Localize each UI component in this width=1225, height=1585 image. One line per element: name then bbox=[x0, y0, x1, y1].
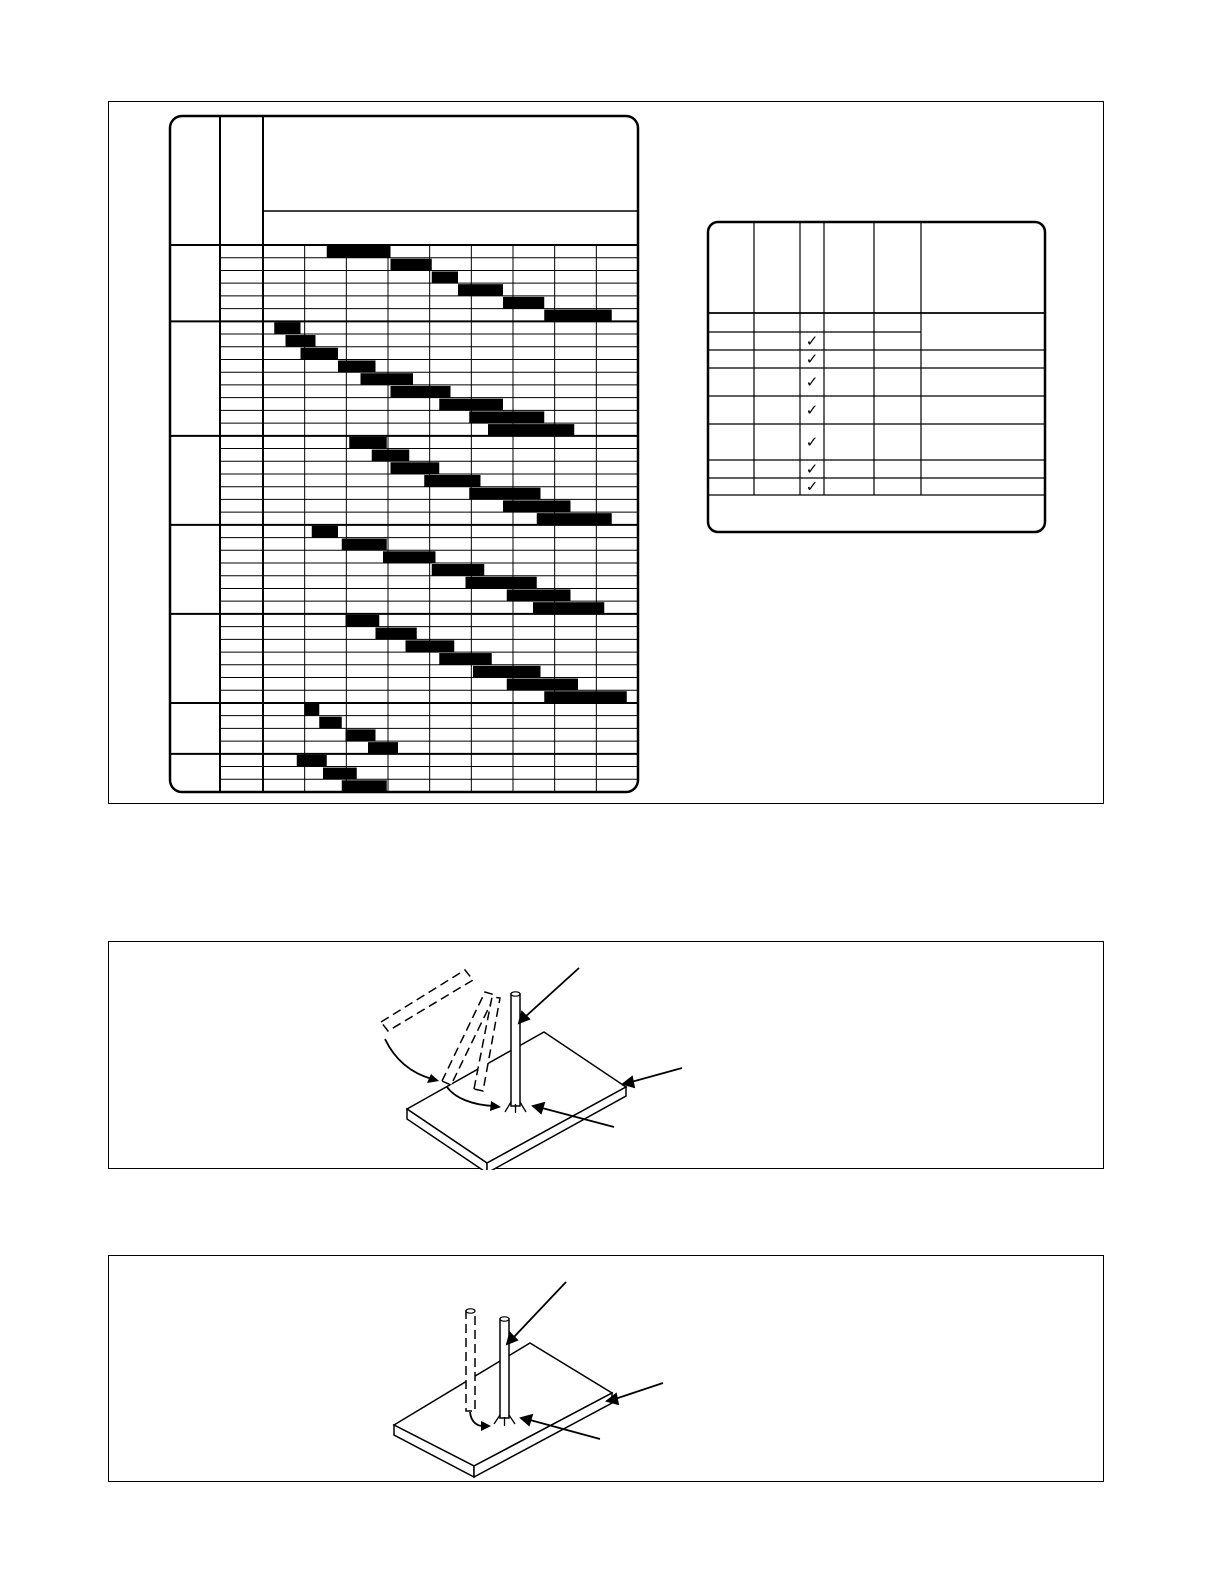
amperage-range-bar bbox=[342, 539, 387, 551]
tap-start-panel bbox=[108, 1255, 1104, 1482]
amperage-range-bar bbox=[458, 284, 503, 296]
electrode-ghost-positions bbox=[381, 970, 500, 1091]
amperage-range-bar bbox=[319, 717, 342, 729]
amperage-range-bar bbox=[323, 768, 357, 780]
amperage-range-bar bbox=[473, 666, 541, 678]
check-mark: ✓ bbox=[805, 478, 819, 496]
electrode-ghost-position bbox=[466, 1309, 475, 1411]
process-table-grid bbox=[708, 222, 1045, 495]
amperage-range-bar bbox=[391, 259, 432, 271]
amperage-range-bar bbox=[533, 602, 604, 614]
amperage-range-bar bbox=[274, 322, 300, 334]
amperage-range-bar bbox=[391, 462, 440, 474]
amperage-range-bar bbox=[346, 615, 380, 627]
amperage-range-bar bbox=[383, 551, 436, 563]
check-mark: ✓ bbox=[805, 351, 819, 368]
amperage-range-bar bbox=[432, 564, 485, 576]
amperage-range-bar bbox=[368, 742, 398, 754]
amperage-range-bar bbox=[424, 475, 480, 487]
amperage-range-bar bbox=[297, 755, 327, 767]
check-mark: ✓ bbox=[805, 374, 819, 391]
amperage-range-bar bbox=[391, 386, 451, 398]
amperage-range-bar bbox=[503, 500, 571, 512]
scratch-start-svg bbox=[109, 942, 1105, 1170]
amperage-range-bar bbox=[544, 691, 627, 703]
amperage-range-bar bbox=[301, 348, 339, 360]
amperage-range-bar bbox=[466, 577, 537, 589]
process-table-frame bbox=[708, 222, 1045, 532]
amperage-range-bar bbox=[406, 640, 455, 652]
check-mark: ✓ bbox=[805, 434, 819, 451]
process-table-checks bbox=[806, 333, 819, 496]
amperage-range-bar bbox=[488, 424, 574, 436]
amperage-range-bar bbox=[327, 246, 391, 258]
amperage-range-bar bbox=[439, 399, 503, 411]
scratch-start-panel bbox=[108, 941, 1104, 1169]
amperage-range-bar bbox=[469, 488, 540, 500]
amperage-bars bbox=[274, 246, 627, 792]
check-mark: ✓ bbox=[805, 333, 819, 350]
amperage-range-bar bbox=[544, 310, 612, 322]
amperage-range-bar bbox=[503, 297, 544, 309]
amperage-range-bar bbox=[349, 437, 387, 449]
amperage-range-bar bbox=[376, 628, 417, 640]
amperage-range-bar bbox=[439, 653, 492, 665]
electrode-chart-svg bbox=[109, 102, 1105, 805]
amperage-range-bar bbox=[469, 411, 544, 423]
amperage-range-bar bbox=[346, 729, 376, 741]
electrode-selection-panel bbox=[108, 101, 1104, 804]
check-mark: ✓ bbox=[805, 402, 819, 419]
check-mark: ✓ bbox=[805, 461, 819, 478]
tap-start-svg bbox=[109, 1256, 1105, 1483]
amperage-range-bar bbox=[338, 360, 376, 372]
amperage-range-bar bbox=[432, 271, 458, 283]
amperage-range-bar bbox=[507, 679, 578, 691]
amperage-range-bar bbox=[361, 373, 414, 385]
amperage-range-bar bbox=[342, 780, 387, 792]
amperage-range-bar bbox=[537, 513, 612, 525]
amperage-range-bar bbox=[304, 704, 319, 716]
amperage-range-bar bbox=[286, 335, 316, 347]
amperage-range-bar bbox=[312, 526, 338, 538]
amperage-range-bar bbox=[507, 589, 571, 601]
amperage-range-bar bbox=[372, 450, 410, 462]
